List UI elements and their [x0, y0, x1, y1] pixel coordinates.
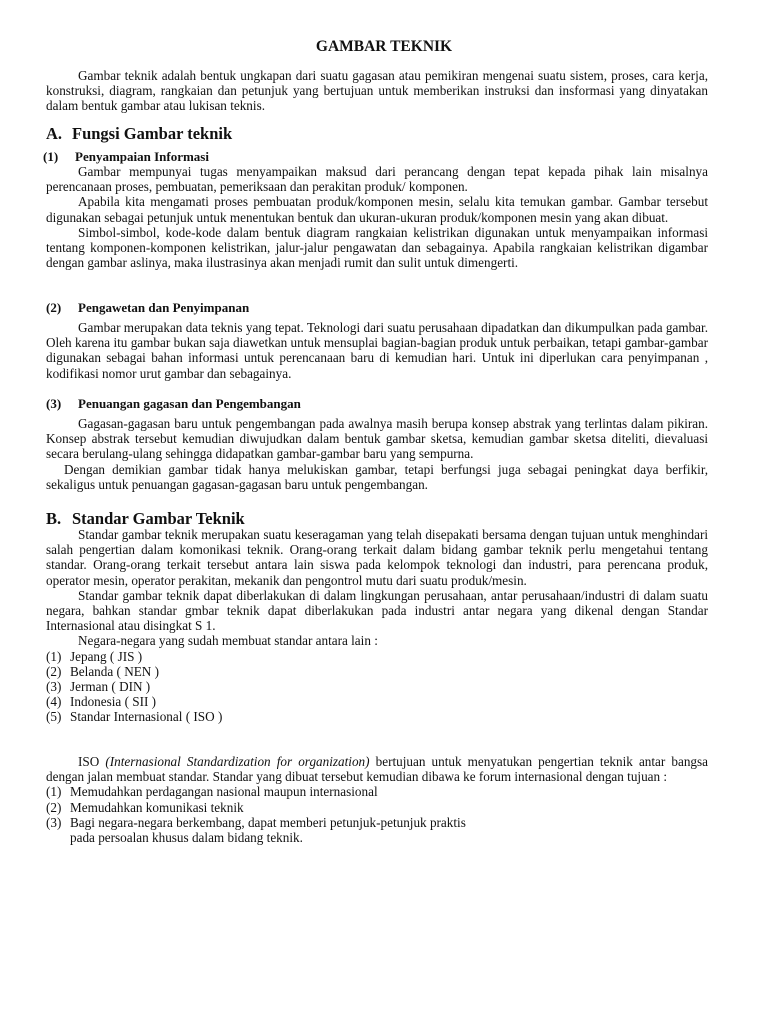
countries-intro: Negara-negara yang sudah membuat standar antara lain :	[78, 633, 378, 649]
list-text: Standar Internasional ( ISO )	[70, 709, 223, 725]
paragraph: Standar gambar teknik dapat diberlakukan di dalam lingkungan perusahaan, antar perusahaan/industri di dalam suatu negara, bahkan standar gmbar teknik dapat diberlakukan pada industri antar negara yang dikenal dengan Standar Internasional atau disingkat S 1.	[46, 587, 708, 634]
iso-paragraph	[46, 754, 708, 784]
section-a-number: A.	[46, 124, 63, 143]
iso-fullname: (Internasional Standardization for organization)	[105, 754, 370, 769]
list-item	[46, 800, 708, 815]
subsection-1	[43, 149, 705, 164]
list-text: Bagi negara-negara berkembang, dapat memberi petunjuk-petunjuk praktis	[70, 814, 466, 830]
list-item	[46, 709, 708, 724]
list-text: Memudahkan komunikasi teknik	[70, 799, 244, 815]
subsection-1-title: Penyampaian Informasi	[75, 149, 209, 164]
countries-list	[46, 649, 708, 725]
list-item	[46, 649, 708, 664]
list-item	[46, 694, 708, 709]
section-b-body	[46, 527, 708, 725]
list-text: Indonesia ( SII )	[70, 694, 157, 710]
list-item	[46, 679, 708, 694]
paragraph: Simbol-simbol, kode-kode dalam bentuk diagram rangkaian kelistrikan digunakan untuk menyampaikan informasi tentang komponen-komponen kelistrikan, jalur-jalur pengawatan dan sebagainya. Apabila rangkaian kelistrikan digambar dengan gambar aslinya, maka ilustrasinya akan menjadi rumit dan sulit untuk dimengerti.	[46, 224, 708, 271]
list-item-continuation: pada persoalan khusus dalam bidang teknik.	[70, 830, 303, 846]
subsection-3	[46, 396, 708, 411]
list-item	[46, 784, 708, 799]
list-number: (4)	[46, 694, 62, 710]
iso-block	[46, 754, 708, 845]
subsection-2-number: (2)	[46, 300, 62, 315]
section-a-heading	[46, 125, 708, 143]
document-title: GAMBAR TEKNIK	[315, 38, 453, 55]
section-a-title: Fungsi Gambar teknik	[72, 124, 233, 143]
subsection-3-body	[46, 416, 708, 492]
paragraph: Gagasan-gagasan baru untuk pengembangan pada awalnya masih berupa konsep abstrak yang terlintas dalam pikiran. Konsep abstrak tersebut kemudian diwujudkan dalam bentuk gambar sketsa, kemudian gambar sketsa diteliti, dievaluasi secara berulang-ulang sehingga didapatkan gambar-gambar baru yang sempurna.	[46, 416, 708, 462]
subsection-2-heading	[46, 300, 708, 315]
subsection-3-heading	[46, 396, 708, 411]
paragraph: Apabila kita mengamati proses pembuatan produk/komponen mesin, selalu kita temukan gambar. Gambar tersebut digunakan sebagai petunjuk untuk menentukan bentuk dan ukuran-ukuran produk/komponen mesin yang akan dibuat.	[46, 194, 708, 225]
paragraph: Standar gambar teknik merupakan suatu keseragaman yang telah disepakati bersama dengan tujuan untuk menghindari salah pengertian dalam komonikasi teknik. Orang-orang terkait dalam bidang gambar teknik perlu mengetahui tentang standar. Orang-orang terkait tersebut antara lain siswa pada kelompok teknologi dan industri, para perencana produk, operator mesin, operator perakitan, mekanik dan pengontrol mutu dari suatu produk/mesin.	[46, 527, 708, 588]
list-text: Belanda ( NEN )	[70, 663, 159, 679]
list-item	[46, 664, 708, 679]
list-number: (3)	[46, 679, 62, 695]
list-text: Memudahkan perdagangan nasional maupun internasional	[70, 784, 378, 800]
intro-paragraph: Gambar teknik adalah bentuk ungkapan dari suatu gagasan atau pemikiran mengenai suatu sistem, proses, cara kerja, konstruksi, diagram, rangkaian dan petunjuk yang bertujuan untuk memberikan instruksi dan insformasi yang dinyatakan dalam bentuk gambar atau lukisan teknis.	[46, 68, 708, 114]
section-b	[46, 510, 708, 528]
iso-lead: ISO	[78, 754, 100, 769]
subsection-3-number: (3)	[46, 396, 62, 411]
section-b-heading	[46, 510, 708, 528]
subsection-1-body	[46, 164, 708, 270]
list-number: (2)	[46, 663, 62, 679]
iso-rest: bertujuan untuk menyatukan pengertian teknik antar bangsa dengan jalan membuat standar. Standar yang dibuat tersebut kemudian dibawa ke forum internasional dengan tujuan :	[46, 754, 709, 785]
subsection-1-heading	[43, 149, 705, 164]
list-text: Jerman ( DIN )	[70, 679, 151, 695]
section-b-title: Standar Gambar Teknik	[72, 509, 245, 528]
list-number: (1)	[46, 648, 62, 664]
list-number: (5)	[46, 709, 62, 725]
subsection-2-body	[46, 320, 708, 381]
subsection-3-title: Penuangan gagasan dan Pengembangan	[78, 396, 301, 411]
list-number: (3)	[46, 814, 62, 830]
paragraph: Gambar mempunyai tugas menyampaikan maksud dari perancang dengan tepat kepada pihak lain misalnya perencanaan proses, pembuatan, pemeriksaan dan perakitan produk/ komponen.	[46, 164, 708, 195]
list-item	[46, 815, 708, 830]
intro-block	[46, 68, 708, 114]
paragraph: Dengan demikian gambar tidak hanya melukiskan gambar, tetapi berfungsi juga sebagai peningkat daya berfikir, sekaligus untuk penuangan gagasan-gagasan baru untuk pengembangan.	[46, 461, 708, 492]
section-b-number: B.	[46, 509, 62, 528]
list-text: Jepang ( JIS )	[70, 648, 143, 664]
subsection-2	[46, 300, 708, 315]
section-a	[46, 125, 708, 143]
list-number: (2)	[46, 799, 62, 815]
subsection-2-title: Pengawetan dan Penyimpanan	[78, 300, 250, 315]
subsection-1-number: (1)	[43, 149, 59, 164]
list-number: (1)	[46, 784, 62, 800]
paragraph: Gambar merupakan data teknis yang tepat. Teknologi dari suatu perusahaan dipadatkan dan dikumpulkan pada gambar. Oleh karena itu gambar bukan saja diawetkan untuk mensuplai bagian-bagian produk untuk perbaikan, tetapi gambar-gambar digunakan sebagai bahan informasi untuk perencanaan baru di kemudian hari. Untuk ini diperlukan cara penyimpanan , kodifikasi nomor urut gambar dan sebagainya.	[46, 320, 708, 381]
goals-list	[46, 784, 708, 845]
